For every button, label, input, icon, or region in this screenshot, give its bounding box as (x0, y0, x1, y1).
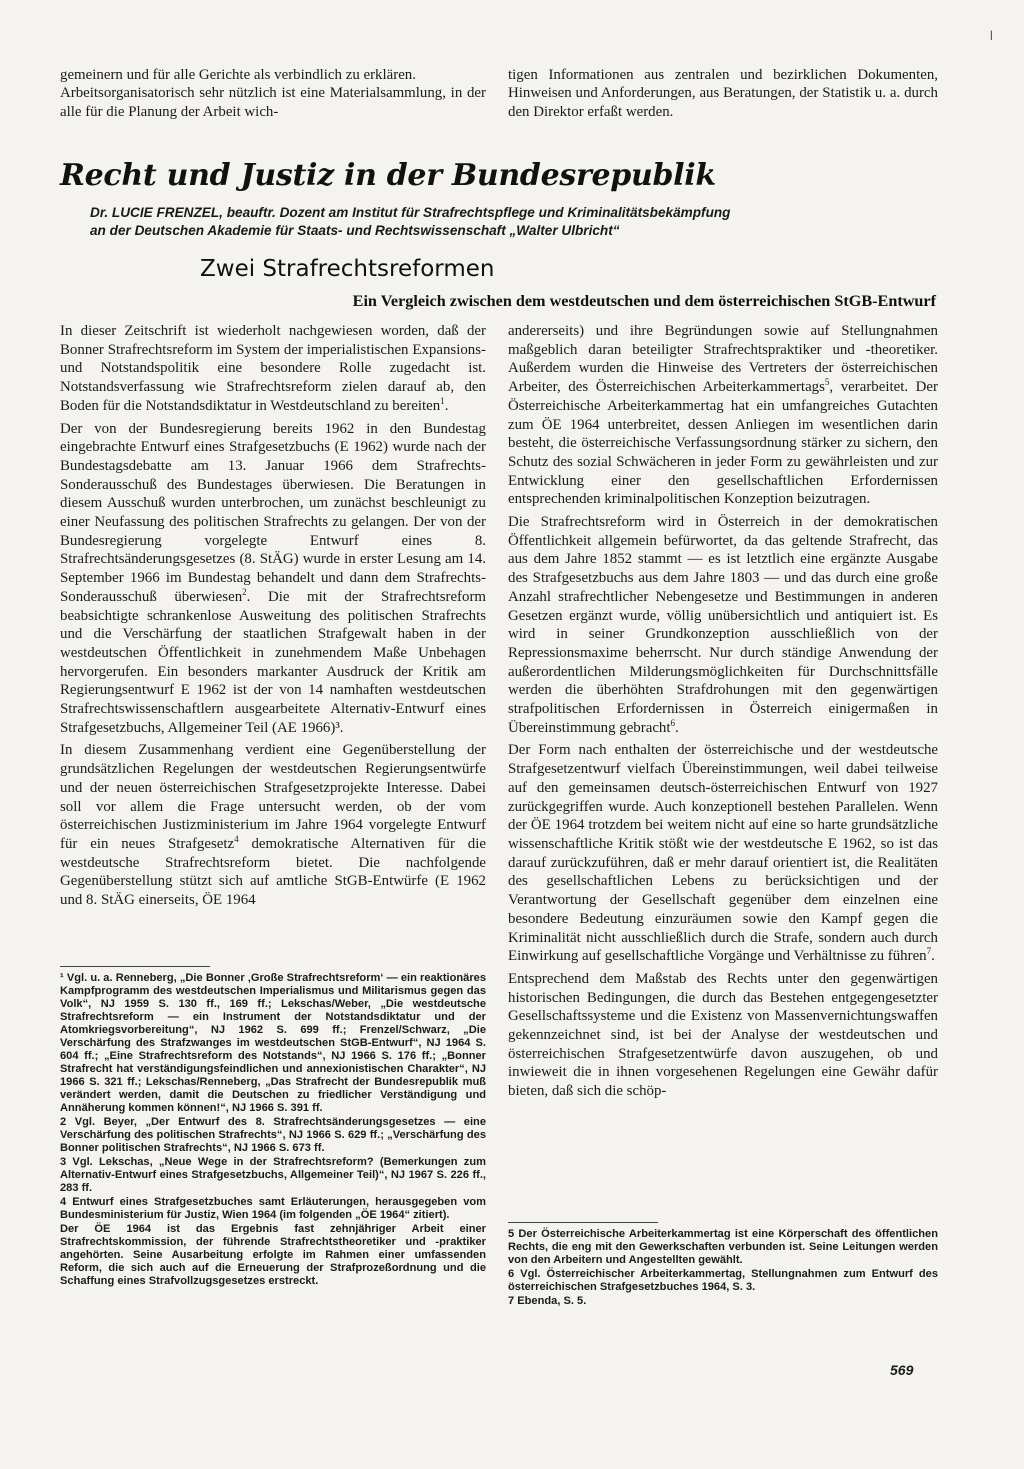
paragraph: Arbeitsorganisatorisch sehr nützlich ist eine Materialsammlung, in der alle für die Planung der Arbeit wich- (60, 85, 486, 120)
footnote: 7 Ebenda, S. 5. (508, 1295, 587, 1307)
footnote: 2 Vgl. Beyer, „Der Entwurf des 8. Strafrechtsänderungsgesetzes — eine Verschärfung des politischen Strafrechts“, NJ 1966 S. 629 ff.; „Verschärfung des Bonner politischen Strafrechts“, NJ 1966 S. 673 ff. (60, 1116, 486, 1154)
body-paragraph: Der Form nach enthalten der österreichische und der westdeutsche Strafgesetzentwurf vielfach Übereinstimmungen, weil dabei teilweise auf den gemeinsamen deutsch-österreichischen Entwurf von 1927 zurückgegriffen wurde. Auch konzeptionell bestehen Parallelen. Wenn der ÖE 1964 trotzdem bei weitem nicht auf eine so harte grundsätzliche wissenschaftliche Kritik stößt wie der westdeutsche E 1962, so ist das darauf zurückzuführen, daß er mehr darauf orientiert ist, die Realitäten des gesellschaftlichen Lebens zu berücksichtigen und der Verantwortung der Gesellschaft gegenüber dem einzelnen eine besondere Bedeutung einzuräumen sowie den Kampf gegen die Kriminalität nicht ausschließlich durch die Strafe, sondern auch durch Einwirkung auf gesellschaftliche Vorgänge und Verhältnisse zu führen$^7$. (508, 742, 938, 965)
page-number: 569 (890, 1362, 914, 1378)
author-byline (90, 204, 910, 240)
footnote-marker[interactable]: 4 (234, 834, 239, 845)
paragraph: gemeinern und für alle Gerichte als verbindlich zu erklären. (60, 67, 416, 83)
author-line: an der Deutschen Akademie für Staats- und Rechtswissenschaft „Walter Ulbricht“ (90, 223, 620, 238)
article-subtitle: Ein Vergleich zwischen dem westdeutschen und dem österreichischen StGB-Entwurf (352, 292, 936, 310)
corner-mark: | (990, 30, 993, 41)
footnote: 4 Entwurf eines Strafgesetzbuches samt Erläuterungen, herausgegeben vom Bundesministerium für Justiz, Wien 1964 (im folgenden „ÖE 1964“ zitiert). (60, 1196, 486, 1221)
body-paragraph: In diesem Zusammenhang verdient eine Gegenüberstellung der grundsätzlichen Regelungen der westdeutschen Regierungsentwürfe und der neuen österreichischen Strafgesetzprojekte Interesse. Dabei soll vor allem die Frage untersucht werden, ob der vom österreichischen Justizministerium im Jahre 1964 vorgelegte Entwurf für ein neues Strafgesetz$^4$ demokratische Alternativen für die westdeutsche Strafrechtsreform bietet. Die nachfolgende Gegenüberstellung stützt sich auf amtliche StGB-Entwürfe (E 1962 und 8. StÄG einerseits, ÖE 1964 (60, 742, 486, 909)
previous-article-left-text (60, 66, 486, 121)
author-line: Dr. LUCIE FRENZEL, beauftr. Dozent am Institut für Strafrechtspflege und Kriminalitätsbekämpfung (90, 205, 731, 220)
article-title: Zwei Strafrechtsreformen (200, 256, 495, 282)
right-column-body (508, 322, 938, 1105)
footnote: 6 Vgl. Österreichischer Arbeiterkammertag, Stellungnahmen zum Entwurf des österreichischen Strafgesetzbuches 1964, S. 3. (508, 1268, 938, 1293)
body-paragraph: Der von der Bundesregierung bereits 1962 in den Bundestag eingebrachte Entwurf eines Strafgesetzbuchs (E 1962) wurde nach der Bundestagsdebatte am 13. Januar 1966 dem Strafrechts-Sonderausschuß des Bundestages überwiesen. Die Beratungen in diesem Ausschuß wurden unterbrochen, um zunächst beschleunigt zu einer Neufassung des politischen Strafrechts zu gelangen. Der von der Bundesregierung vorgelegte Entwurf eines 8. Strafrechtsänderungsgesetzes (8. StÄG) wurde in erster Lesung am 14. September 1966 im Bundestag behandelt und dann dem Strafrechts-Sonderausschuß überwiesen$^2$. Die mit der Strafrechtsreform beabsichtigte schrankenlose Ausweitung des politischen Strafrechts und die Verschärfung der staatlichen Strafgewalt haben in der westdeutschen Öffentlichkeit in zunehmendem Maße Unbehagen hervorgerufen. Ein besonders markanter Ausdruck der Kritik am Regierungsentwurf E 1962 ist der von 14 namhaften westdeutschen Strafrechtswissenschaftlern ausgearbeitete Alternativ-Entwurf eines Strafgesetzbuchs, Allgemeiner Teil (AE 1966)³. (60, 420, 487, 736)
footnote: Der ÖE 1964 ist das Ergebnis fast zehnjähriger Arbeit einer Strafrechtskommission, der führende Strafrechtstheoretiker und -praktiker angehörten. Seine Ausarbeitung erfolgte im Rahmen einer umfassenden Reform, die sich auch auf die Erneuerung der Strafprozeßordnung und die Schaffung eines Strafvollzugsgesetzes erstreckt. (60, 1223, 486, 1287)
footnote-marker[interactable]: 7 (926, 946, 932, 957)
body-paragraph: In dieser Zeitschrift ist wiederholt nachgewiesen worden, daß der Bonner Strafrechtsreform im System der imperialistischen Expansions- und Notstandspolitik eine besondere Rolle zugedacht ist. Notstandsverfassung wie Strafrechtsreform zielen darauf ab, den Boden für die Notstandsdiktatur in Westdeutschland zu bereiten$^1$. (60, 323, 486, 414)
right-footnotes (508, 1228, 938, 1309)
footnote: 5 Der Österreichische Arbeiterkammertag ist eine Körperschaft des öffentlichen Rechts, die eng mit den Gewerkschaften verbunden ist. Seine Leitungen werden von den Arbeitern und Angestellten gewählt. (508, 1228, 938, 1266)
previous-article-right-text (508, 66, 938, 121)
body-paragraph: Entsprechend dem Maßstab des Rechts unter den gegenwärtigen historischen Bedingungen, die durch das Bestehen entgegengesetzter Gesellschaftssysteme und die Existenz von Massenvernichtungswaffen gekennzeichnet sind, ist bei der Analyse der westdeutschen und österreichischen Strafgesetzentwürfe davon auszugehen, ob und inwieweit die in ihnen vorgesehenen Regelungen eine Gewähr dafür bieten, daß sich die schöp- (508, 970, 938, 1100)
footnote-marker[interactable]: 1 (440, 395, 445, 406)
section-heading: Recht und Justiz in der Bundesrepublik (60, 158, 716, 193)
footnote-marker[interactable]: 6 (670, 717, 676, 728)
paragraph: tigen Informationen aus zentralen und bezirklichen Dokumenten, Hinweisen und Anforderungen, aus Beratungen, der Statistik u. a. durch den Direktor erfaßt werden. (508, 67, 938, 120)
left-footnotes (60, 972, 486, 1289)
footnote-divider (60, 966, 210, 967)
footnote: 3 Vgl. Lekschas, „Neue Wege in der Strafrechtsreform? (Bemerkungen zum Alternativ-Entwurf eines Strafgesetzbuchs, Allgemeiner Teil)“, NJ 1967 S. 226 ff., 283 ff. (60, 1156, 486, 1194)
footnote: ¹ Vgl. u. a. Renneberg, „Die Bonner ‚Große Strafrechtsreform‘ — ein reaktionäres Kampfprogramm des westdeutschen Imperialismus und Militarismus gegen das Volk“, NJ 1959 S. 130 ff., 169 ff.; Lekschas/Weber, „Die westdeutsche Strafrechtsreform — ein Instrument der Notstandsdiktatur und der Atomkriegsvorbereitung“, NJ 1962 S. 699 ff.; Frenzel/Schwarz, „Die Verschärfung des Strafzwanges im westdeutschen StGB-Entwurf“, NJ 1964 S. 604 ff.; „Eine Strafrechtsreform des Notstands“, NJ 1966 S. 176 ff.; „Bonner Strafrecht hat verständigungsfeindlichen und annexionistischen Charakter“, NJ 1966 S. 321 ff.; Lekschas/Renneberg, „Das Strafrecht der Bundesrepublik muß verändert werden, damit die Deutschen zu friedlicher Verständigung und Annäherung kommen können!“, NJ 1966 S. 391 ff. (60, 972, 486, 1114)
left-column-body (60, 322, 486, 914)
body-paragraph: Die Strafrechtsreform wird in Österreich in der demokratischen Öffentlichkeit allgemein befürwortet, da das geltende Strafrecht, das aus dem Jahre 1852 stammt — es ist letztlich eine ergänzte Ausgabe des Strafgesetzbuchs aus dem Jahre 1803 — und das durch eine große Anzahl strafrechtlicher Nebengesetze und Bestimmungen in anderen Gesetzen ergänzt wurde, völlig unübersichtlich und antiquiert ist. Es wird in seiner Grundkonzeption ausschließlich von der Repressionsmaxime beherrscht. Nur durch ständige Anwendung der außerordentlichen Milderungsmöglichkeiten für Durchschnittsfälle werden die überhöhten Strafdrohungen mit den gegenwärtigen strafpolitischen Erfordernissen in Österreich einigermaßen in Übereinstimmung gebracht$^6$. (508, 514, 938, 736)
body-paragraph: andererseits) und ihre Begründungen sowie auf Stellungnahmen maßgeblich daran beteiligter Strafrechtspraktiker und -theoretiker. Außerdem wurden die Hinweise des Vertreters der österreichischen Arbeiter, des Österreichischen Arbeiterkammertags$^5$, verarbeitet. Der Österreichische Arbeiterkammertag hat ein umfangreiches Gutachten zum ÖE 1964 unterbreitet, dessen Anliegen im wesentlichen darin besteht, die österreichische Verfassungsordnung stärker zu sichern, den Schutz des sozial Schwächeren in jeder Form zu gewährleisten und zur Entwicklung einer den gesellschaftlichen Erfordernissen entsprechenden kriminalpolitischen Konzeption beizutragen. (508, 323, 938, 508)
footnote-marker[interactable]: 5 (824, 377, 830, 388)
footnote-marker[interactable]: 2 (242, 586, 247, 597)
footnote-divider (508, 1222, 658, 1223)
